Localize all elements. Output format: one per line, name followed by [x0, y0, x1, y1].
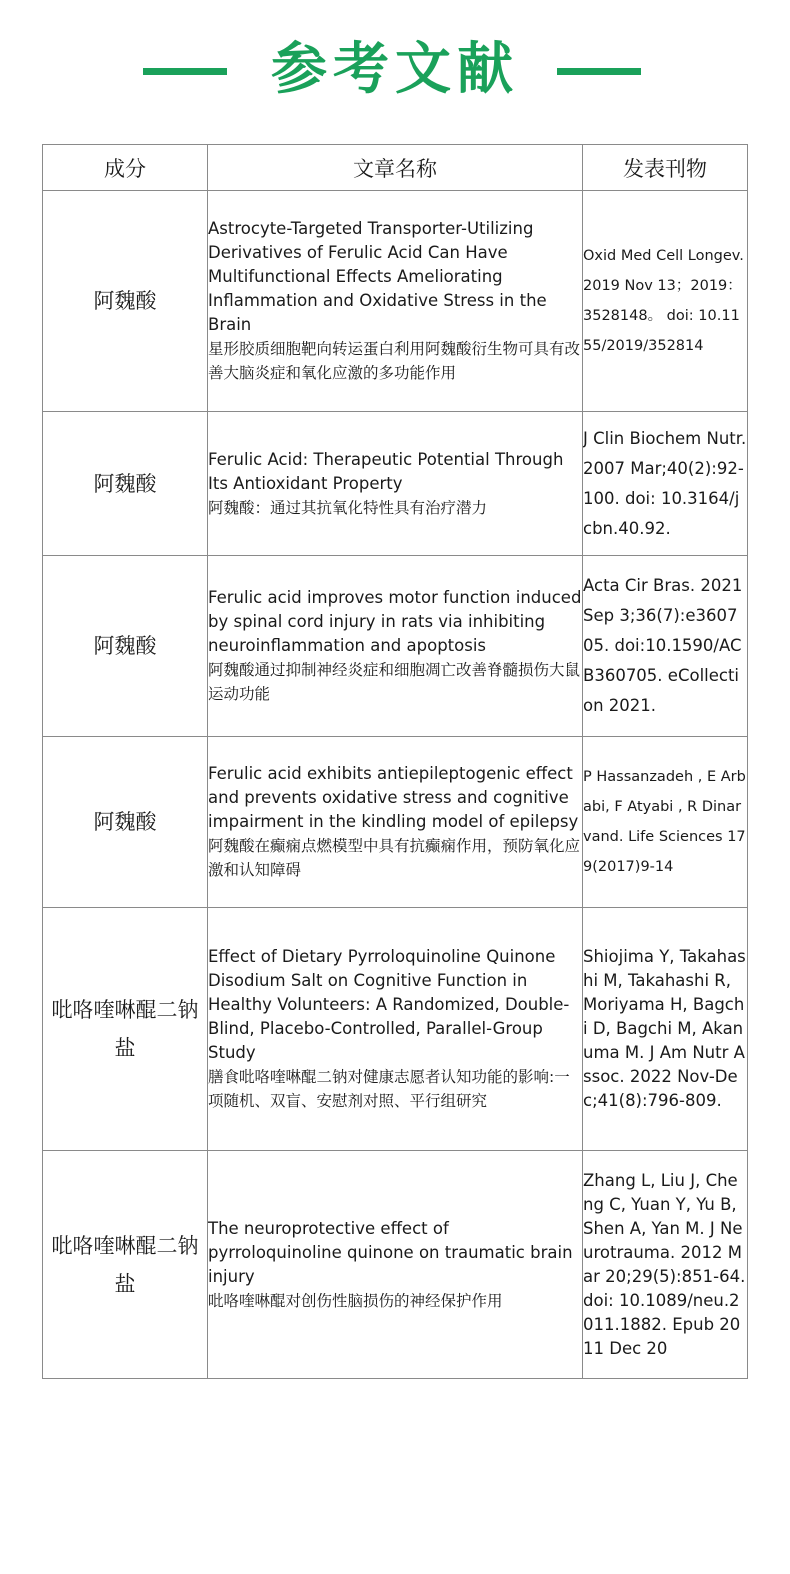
ingredient-cell: 阿魏酸	[43, 191, 208, 412]
table-row	[43, 191, 748, 412]
article-title-english: Astrocyte-Targeted Transporter-Utilizing Derivatives of Ferulic Acid Can Have Multifunctional Effects Ameliorating Inflammation and Oxidative Stress in the Brain	[208, 219, 547, 334]
table-row	[43, 737, 748, 908]
article-title-chinese: 膳食吡咯喹啉醌二钠对健康志愿者认知功能的影响:一项随机、双盲、安慰剂对照、平行组研究	[208, 1068, 570, 1110]
ingredient-cell: 吡咯喹啉醌二钠盐	[43, 908, 208, 1151]
article-title-cell	[208, 556, 583, 737]
column-header-journal: 发表刊物	[583, 145, 748, 191]
ingredient-cell: 阿魏酸	[43, 737, 208, 908]
page-header	[0, 0, 790, 140]
column-header-article-title: 文章名称	[208, 145, 583, 191]
table-row	[43, 908, 748, 1151]
article-title-cell	[208, 908, 583, 1151]
article-title-chinese: 阿魏酸在癫痫点燃模型中具有抗癫痫作用，预防氧化应激和认知障碍	[208, 837, 581, 879]
article-title-cell	[208, 191, 583, 412]
article-title-english: The neuroprotective effect of pyrroloquinoline quinone on traumatic brain injury	[208, 1218, 573, 1286]
ingredient-cell: 阿魏酸	[43, 556, 208, 737]
article-title-chinese: 阿魏酸：通过其抗氧化特性具有治疗潜力	[208, 498, 488, 517]
article-title-chinese: 星形胶质细胞靶向转运蛋白利用阿魏酸衍生物可具有改善大脑炎症和氧化应激的多功能作用	[208, 340, 581, 382]
references-table	[42, 144, 748, 1379]
table-row	[43, 556, 748, 737]
title-right-decoration	[557, 68, 641, 75]
journal-cell: P Hassanzadeh , E Arbabi, F Atyabi , R Dinarvand. Life Sciences 179(2017)9-14	[583, 737, 748, 908]
article-title-cell	[208, 412, 583, 556]
article-title-english: Ferulic acid improves motor function induced by spinal cord injury in rats via inhibiting neuroinflammation and apoptosis	[208, 588, 582, 655]
journal-cell: Oxid Med Cell Longev. 2019 Nov 13；2019：3528148。 doi: 10.1155/2019/352814	[583, 191, 748, 412]
journal-cell: Zhang L, Liu J, Cheng C, Yuan Y, Yu B, Shen A, Yan M. J Neurotrauma. 2012 Mar 20;29(5):851-64. doi: 10.1089/neu.2011.1882. Epub 2011 Dec 20	[583, 1151, 748, 1379]
article-title-cell	[208, 737, 583, 908]
page-title: 参考文献	[271, 37, 519, 102]
journal-cell: J Clin Biochem Nutr. 2007 Mar;40(2):92-100. doi: 10.3164/jcbn.40.92.	[583, 412, 748, 556]
ingredient-cell: 吡咯喹啉醌二钠盐	[43, 1151, 208, 1379]
article-title-english: Ferulic acid exhibits antiepileptogenic effect and prevents oxidative stress and cognitive impairment in the kindling model of epilepsy	[208, 764, 579, 831]
article-title-chinese: 吡咯喹啉醌对创伤性脑损伤的神经保护作用	[208, 1291, 503, 1310]
table-header-row	[43, 145, 748, 191]
article-title-english: Effect of Dietary Pyrroloquinoline Quinone Disodium Salt on Cognitive Function in Healthy Volunteers: A Randomized, Double-Blind, Placebo-Controlled, Parallel-Group Study	[208, 947, 570, 1062]
table-row	[43, 1151, 748, 1379]
article-title-english: Ferulic Acid: Therapeutic Potential Through Its Antioxidant Property	[208, 449, 564, 493]
ingredient-cell: 阿魏酸	[43, 412, 208, 556]
journal-cell: Acta Cir Bras. 2021 Sep 3;36(7):e360705. doi:10.1590/ACB360705. eCollection 2021.	[583, 556, 748, 737]
article-title-cell	[208, 1151, 583, 1379]
journal-cell: Shiojima Y, Takahashi M, Takahashi R, Moriyama H, Bagchi D, Bagchi M, Akanuma M. J Am Nutr Assoc. 2022 Nov-Dec;41(8):796-809.	[583, 908, 748, 1151]
title-left-decoration	[143, 68, 227, 75]
column-header-ingredient: 成分	[43, 145, 208, 191]
article-title-chinese: 阿魏酸通过抑制神经炎症和细胞凋亡改善脊髓损伤大鼠运动功能	[208, 661, 581, 703]
table-row	[43, 412, 748, 556]
